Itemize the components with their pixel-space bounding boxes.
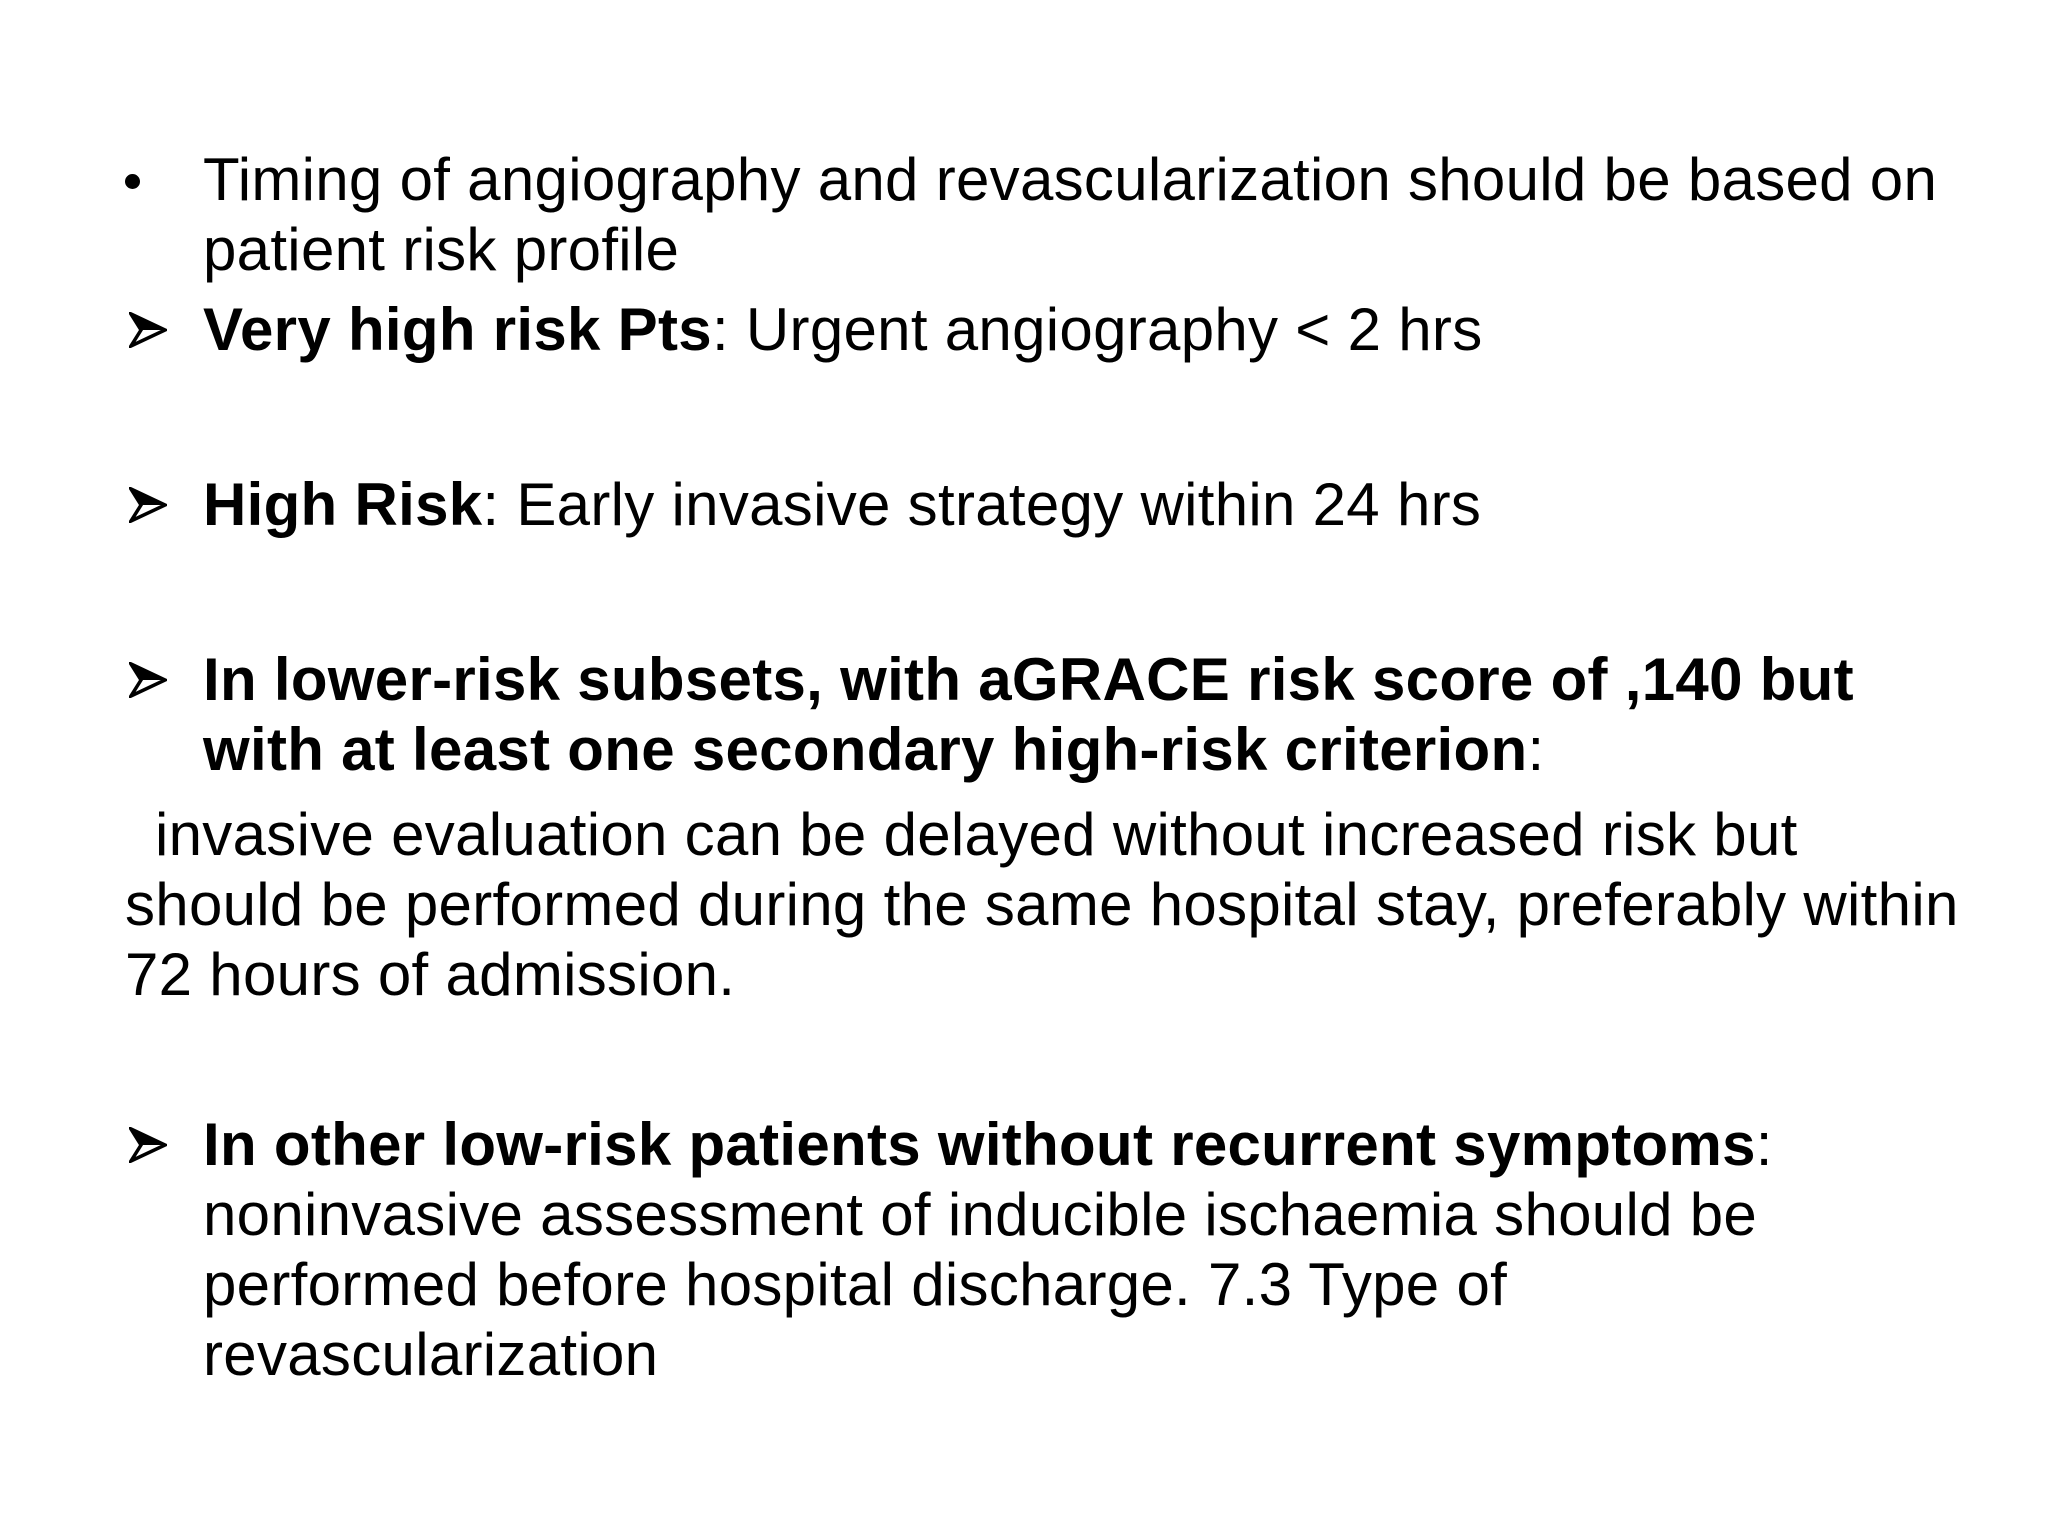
bullet-rest-text: : Early invasive strategy within 24 hrs xyxy=(482,471,1482,538)
bullet-bold-text: Very high risk Pts xyxy=(203,296,712,363)
arrow-bullet-icon xyxy=(125,295,185,365)
arrow-bullet-icon xyxy=(125,1110,185,1180)
bullet-rest-text: Timing of angiography and revascularization should be based on patient risk profile xyxy=(203,146,1938,283)
bullet-text xyxy=(203,1110,1898,1390)
bullet-rest-text: : noninvasive assessment of inducible ischaemia should be performed before hospital discharge. 7.3 Type of revascularization xyxy=(203,1111,1773,1388)
bullet-dot-icon xyxy=(125,145,185,215)
bullet-bold-text: In other low-risk patients without recurrent symptoms xyxy=(203,1111,1756,1178)
bullet-rest-text: : Urgent angiography < 2 hrs xyxy=(711,296,1483,363)
bullet-rest-text: : xyxy=(1527,716,1545,783)
bullet-bold-text: High Risk xyxy=(203,471,483,538)
delayed-evaluation-paragraph: invasive evaluation can be delayed without increased risk but should be performed during the same hospital stay, preferably within 72 hours of admission. xyxy=(125,801,1959,1008)
bullet-text xyxy=(203,295,1988,365)
bullet-text xyxy=(203,470,1988,540)
bullet-text xyxy=(203,645,1948,785)
bullet-text xyxy=(203,145,1988,285)
arrow-bullet-icon xyxy=(125,470,185,540)
arrow-bullet-icon xyxy=(125,645,185,715)
bullet-bold-text: In lower-risk subsets, with aGRACE risk score of ,140 but with at least one secondary high-risk criterion xyxy=(203,646,1854,783)
